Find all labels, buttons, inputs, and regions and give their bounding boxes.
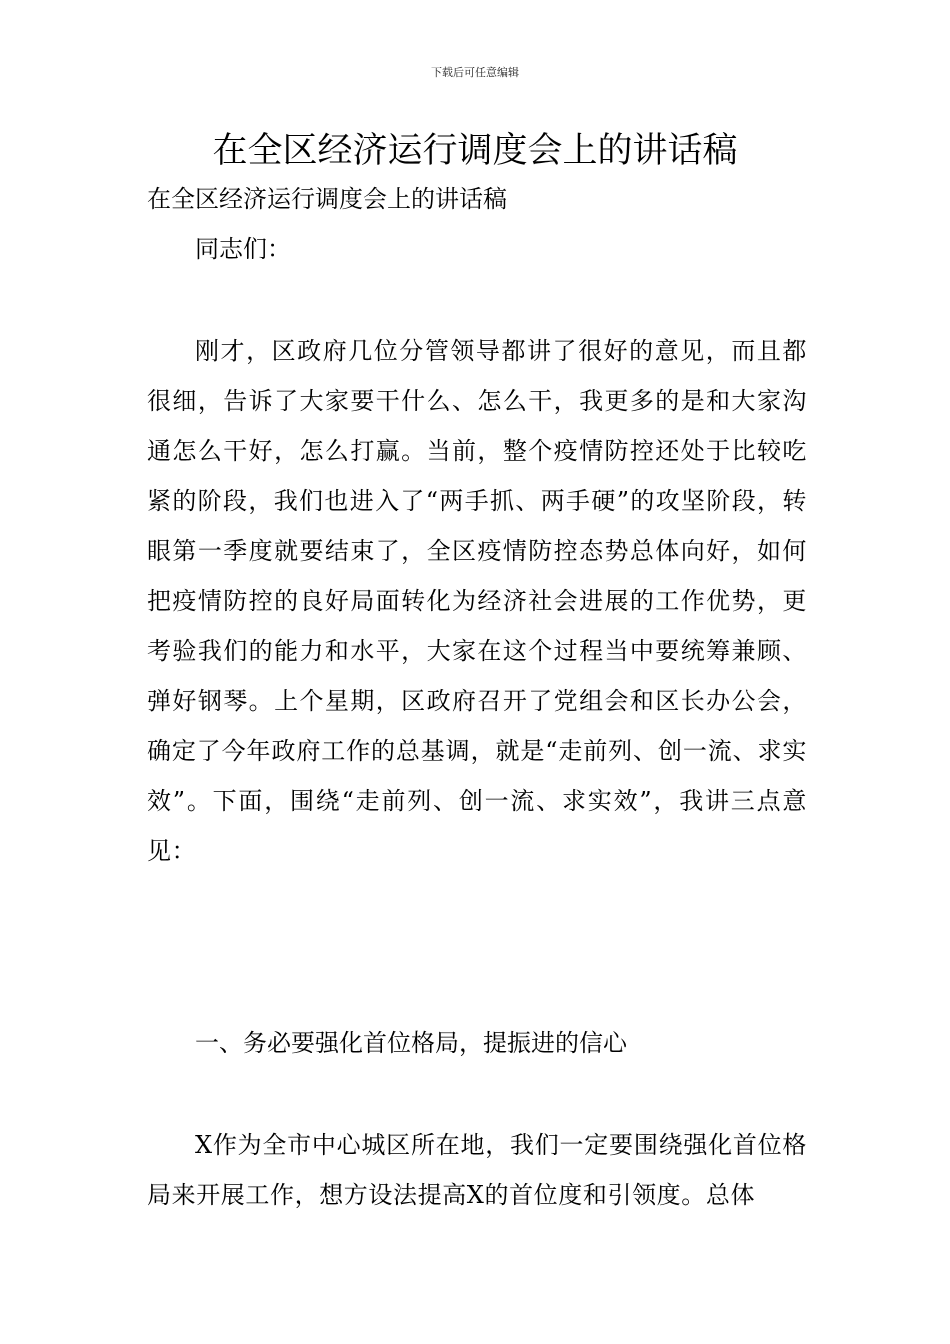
document-subtitle: 在全区经济运行调度会上的讲话稿	[147, 185, 507, 213]
header-note: 下载后可任意编辑	[431, 66, 519, 79]
salutation: 同志们：	[195, 235, 291, 263]
paragraph-intro: 刚才，区政府几位分管领导都讲了很好的意见，而且都很细，告诉了大家要干什么、怎么干，我更多的是和大家沟通怎么干好，怎么打赢。当前，整个疫情防控还处于比较吃紧的阶段，我们也进入了“两手抓、两手硬”的攻坚阶段，转眼第一季度就要结束了，全区疫情防控态势总体向好，如何把疫情防控的良好局面转化为经济社会进展的工作优势，更考验我们的能力和水平，大家在这个过程当中要统筹兼顾、弹好钢琴。上个星期，区政府召开了党组会和区长办公会，确定了今年政府工作的总基调，就是“走前列、创一流、求实效”。下面，围绕“走前列、创一流、求实效”，我讲三点意见：	[147, 337, 807, 865]
section-heading-1: 一、务必要强化首位格局，提振进的信心	[195, 1029, 627, 1057]
document-title: 在全区经济运行调度会上的讲话稿	[212, 131, 738, 171]
paragraph-section-1: X作为全市中心城区所在地，我们一定要围绕强化首位格局来开展工作，想方设法提高X的首位度和引领度。总体	[147, 1131, 807, 1209]
